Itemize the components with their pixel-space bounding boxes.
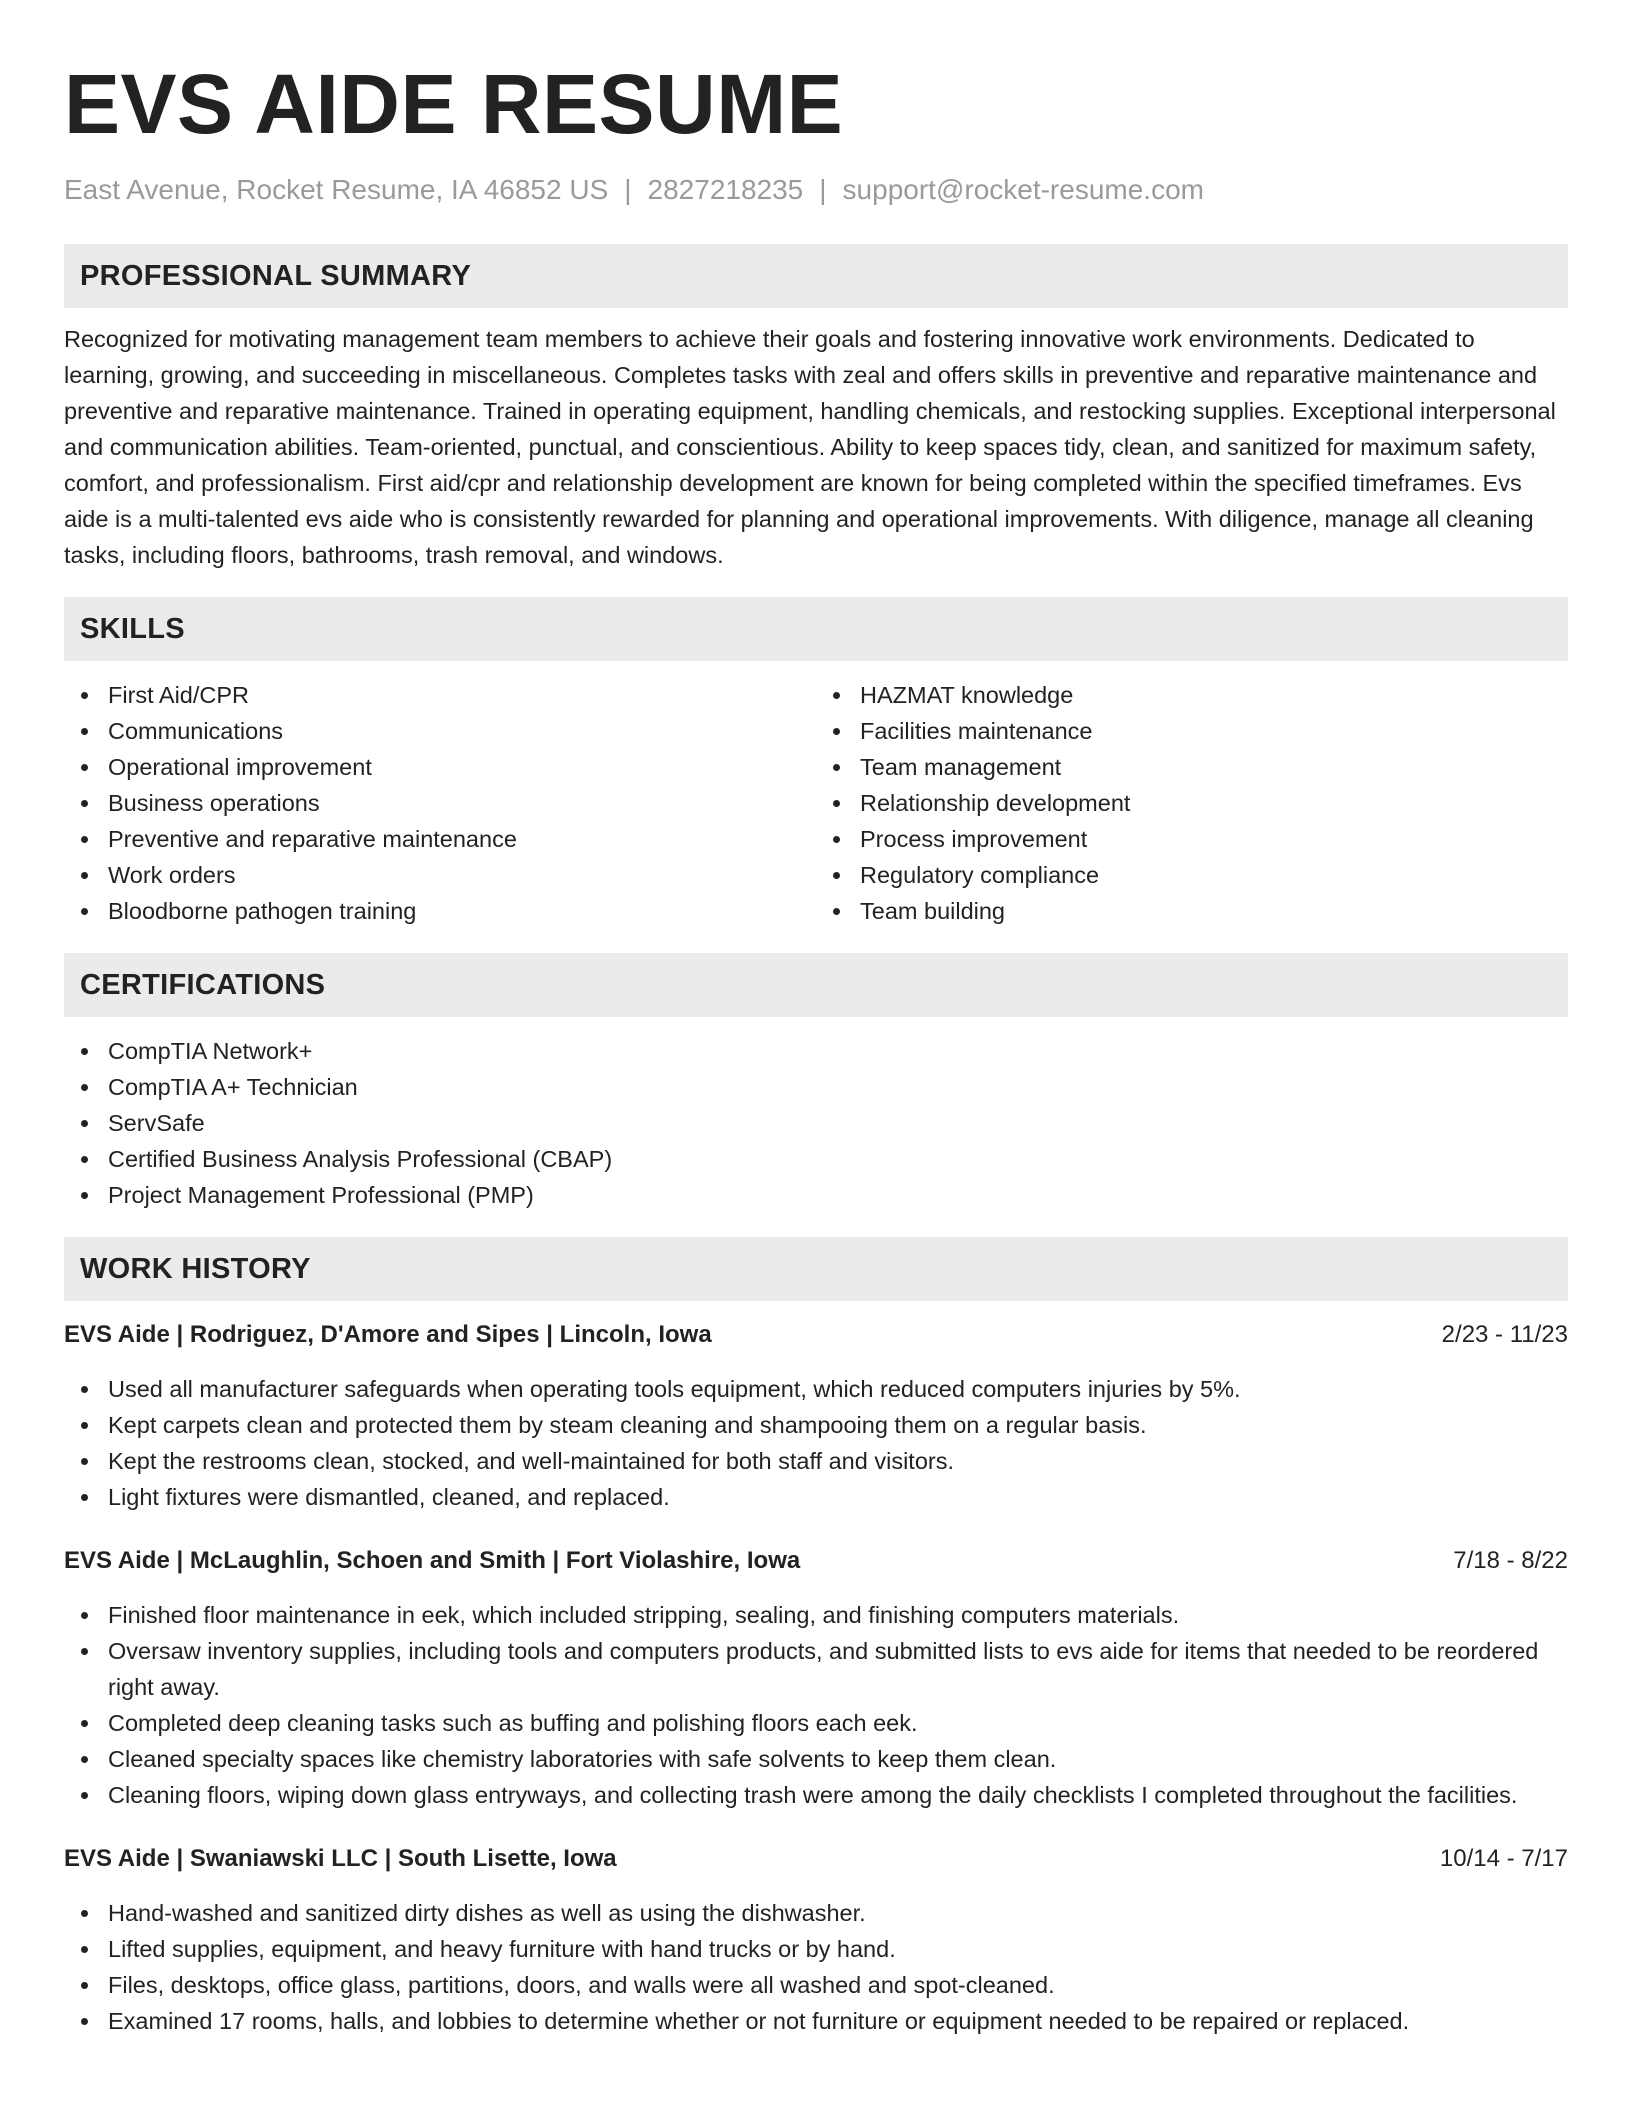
summary-heading: PROFESSIONAL SUMMARY <box>64 244 1568 308</box>
job-header <box>64 1317 1568 1353</box>
job-title: EVS Aide | McLaughlin, Schoen and Smith | Fort Violashire, Iowa <box>64 1547 801 1574</box>
job-bullets <box>64 1597 1568 1813</box>
skills-column-left <box>64 677 816 929</box>
skill-item: Team building <box>816 893 1568 929</box>
contact-email: support@rocket-resume.com <box>842 174 1204 205</box>
job-header <box>64 1841 1568 1877</box>
skill-item: Operational improvement <box>64 749 816 785</box>
job-bullet: Finished floor maintenance in eek, which included stripping, sealing, and finishing computers materials. <box>64 1597 1568 1633</box>
job-bullet: Cleaned specialty spaces like chemistry laboratories with safe solvents to keep them clean. <box>64 1741 1568 1777</box>
skill-item: Bloodborne pathogen training <box>64 893 816 929</box>
job-bullet: Used all manufacturer safeguards when operating tools equipment, which reduced computers injuries by 5%. <box>64 1371 1568 1407</box>
skill-item: First Aid/CPR <box>64 677 816 713</box>
job-entry <box>64 1317 1568 1515</box>
job-bullet: Lifted supplies, equipment, and heavy furniture with hand trucks or by hand. <box>64 1931 1568 1967</box>
skill-item: HAZMAT knowledge <box>816 677 1568 713</box>
contact-separator: | <box>819 174 827 205</box>
job-bullet: Hand-washed and sanitized dirty dishes as well as using the dishwasher. <box>64 1895 1568 1931</box>
work-history-list <box>64 1317 1568 2039</box>
certification-item: ServSafe <box>64 1105 1568 1141</box>
contact-phone: 2827218235 <box>647 174 804 205</box>
contact-line <box>64 172 1568 208</box>
skill-item: Business operations <box>64 785 816 821</box>
job-dates: 7/18 - 8/22 <box>1453 1547 1568 1574</box>
contact-separator: | <box>624 174 632 205</box>
skill-item: Regulatory compliance <box>816 857 1568 893</box>
job-bullets <box>64 1371 1568 1515</box>
job-title: EVS Aide | Swaniawski LLC | South Lisette, Iowa <box>64 1845 617 1872</box>
skills-heading: SKILLS <box>64 597 1568 661</box>
job-entry <box>64 1841 1568 2039</box>
skill-item: Facilities maintenance <box>816 713 1568 749</box>
job-title: EVS Aide | Rodriguez, D'Amore and Sipes | Lincoln, Iowa <box>64 1321 712 1348</box>
skill-item: Relationship development <box>816 785 1568 821</box>
skill-item: Communications <box>64 713 816 749</box>
job-dates: 2/23 - 11/23 <box>1441 1321 1568 1348</box>
certification-item: CompTIA Network+ <box>64 1033 1568 1069</box>
job-header <box>64 1543 1568 1579</box>
certification-item: Certified Business Analysis Professional (CBAP) <box>64 1141 1568 1177</box>
job-bullet: Kept carpets clean and protected them by steam cleaning and shampooing them on a regular basis. <box>64 1407 1568 1443</box>
skill-item: Team management <box>816 749 1568 785</box>
skill-item: Preventive and reparative maintenance <box>64 821 816 857</box>
work-history-heading: WORK HISTORY <box>64 1237 1568 1301</box>
certifications-heading: CERTIFICATIONS <box>64 953 1568 1017</box>
certifications-list <box>64 1033 1568 1213</box>
job-bullet: Completed deep cleaning tasks such as buffing and polishing floors each eek. <box>64 1705 1568 1741</box>
job-bullet: Files, desktops, office glass, partitions, doors, and walls were all washed and spot-cleaned. <box>64 1967 1568 2003</box>
job-bullet: Cleaning floors, wiping down glass entryways, and collecting trash were among the daily checklists I completed throughout the facilities. <box>64 1777 1568 1813</box>
job-bullets <box>64 1895 1568 2039</box>
summary-text: Recognized for motivating management team members to achieve their goals and fostering innovative work environments. Dedicated to learning, growing, and succeeding in miscellaneous. Completes tasks with zeal and offers skills in preventive and reparative maintenance and preventive and reparative maintenance. Trained in operating equipment, handling chemicals, and restocking supplies. Exceptional interpersonal and communication abilities. Team-oriented, punctual, and conscientious. Ability to keep spaces tidy, clean, and sanitized for maximum safety, comfort, and professionalism. First aid/cpr and relationship development are known for being completed within the specified timeframes. Evs aide is a multi-talented evs aide who is consistently rewarded for planning and operational improvements. With diligence, manage all cleaning tasks, including floors, bathrooms, trash removal, and windows. <box>64 326 1556 568</box>
certification-item: CompTIA A+ Technician <box>64 1069 1568 1105</box>
skill-item: Process improvement <box>816 821 1568 857</box>
contact-address: East Avenue, Rocket Resume, IA 46852 US <box>64 174 609 205</box>
job-bullet: Oversaw inventory supplies, including tools and computers products, and submitted lists to evs aide for items that needed to be reordered right away. <box>64 1633 1568 1705</box>
job-dates: 10/14 - 7/17 <box>1439 1845 1568 1872</box>
skills-list <box>64 677 1568 929</box>
skill-item: Work orders <box>64 857 816 893</box>
job-bullet: Light fixtures were dismantled, cleaned, and replaced. <box>64 1479 1568 1515</box>
skills-column-right <box>816 677 1568 929</box>
job-bullet: Kept the restrooms clean, stocked, and well-maintained for both staff and visitors. <box>64 1443 1568 1479</box>
certification-item: Project Management Professional (PMP) <box>64 1177 1568 1213</box>
job-entry <box>64 1543 1568 1813</box>
job-bullet: Examined 17 rooms, halls, and lobbies to determine whether or not furniture or equipment needed to be repaired or replaced. <box>64 2003 1568 2039</box>
resume-title: EVS AIDE RESUME <box>64 57 844 151</box>
